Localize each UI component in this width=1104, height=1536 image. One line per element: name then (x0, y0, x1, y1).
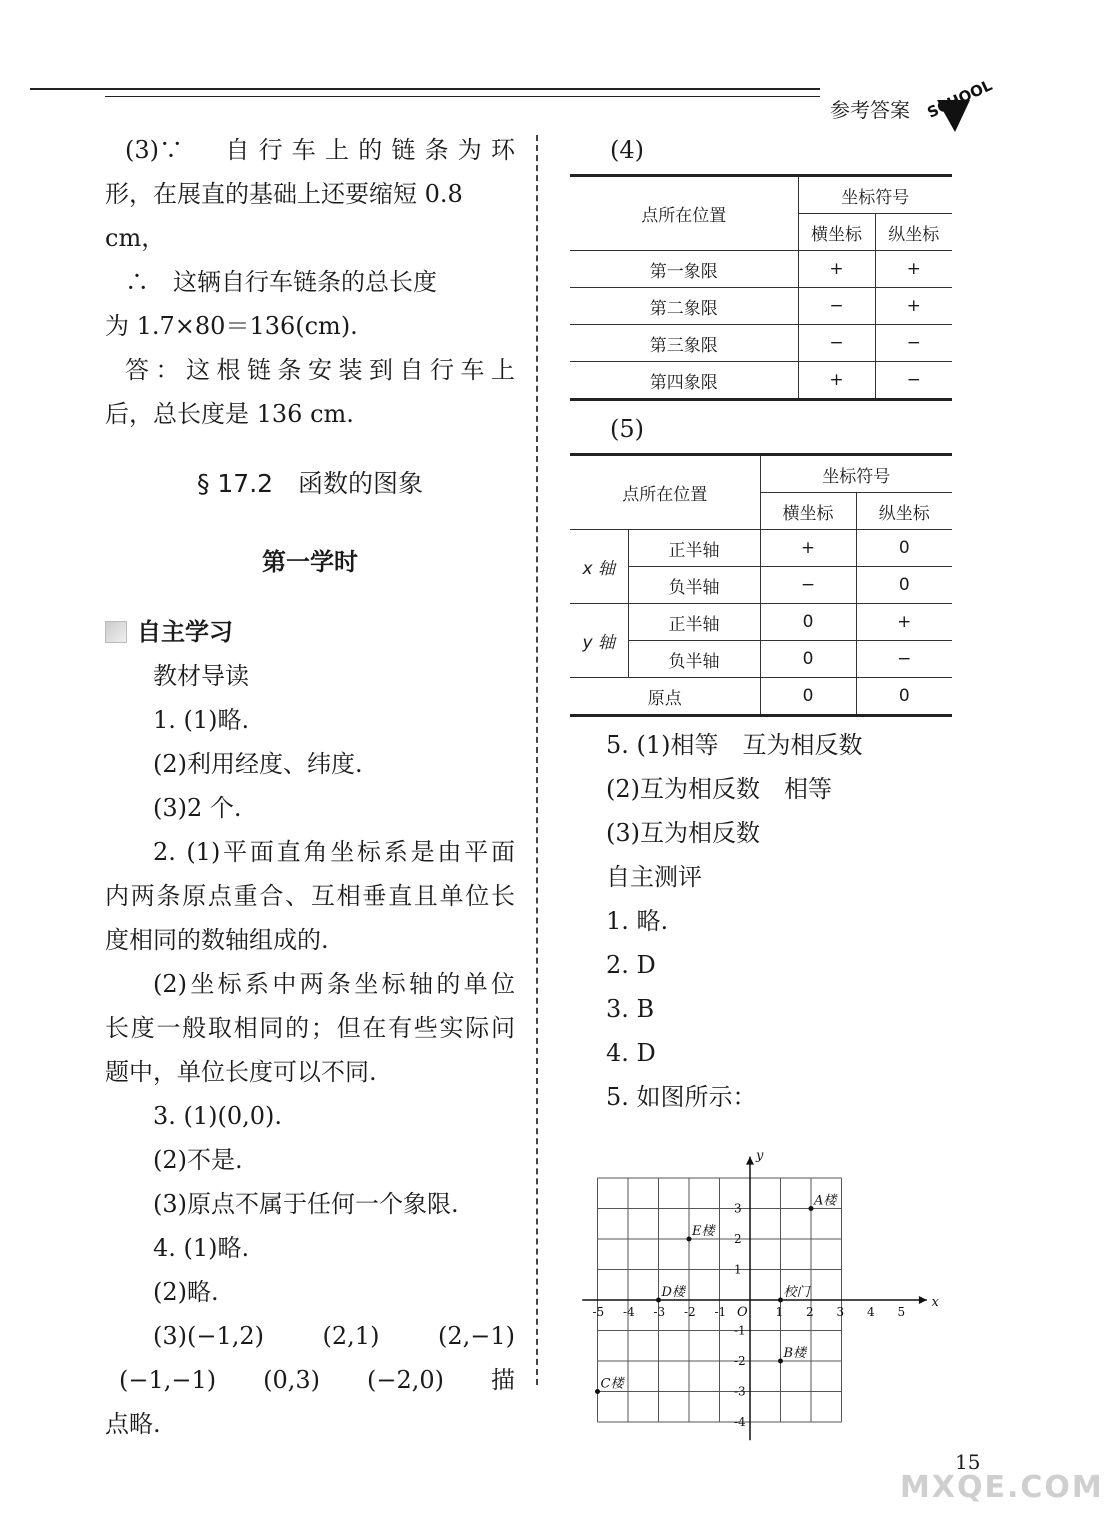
text-line: (2)略. (153, 1278, 219, 1306)
cell: 第四象限 (570, 362, 798, 400)
text-line: 自主测评 (606, 863, 702, 891)
cell: 第一象限 (570, 251, 798, 288)
data-point (778, 1298, 783, 1303)
text-line: 2. (1)平面直角坐标系是由平面 (153, 838, 515, 866)
table-row (570, 604, 952, 641)
quadrant-sign-table (570, 174, 952, 401)
data-point (687, 1237, 692, 1242)
subsection-title: 第一学时 (262, 548, 358, 576)
x-tick-label: 1 (775, 1305, 784, 1319)
cell: 0 (760, 641, 856, 678)
header-position: 点所在位置 (570, 176, 798, 251)
header-title: 参考答案 (830, 98, 910, 122)
point-label: D楼 (661, 1285, 685, 1300)
text-line: (2)互为相反数 相等 (606, 775, 832, 803)
text-line: 后，总长度是 136 cm. (105, 400, 354, 428)
logo-text: SCHOOL (924, 76, 995, 122)
text-line: 3. (1)(0,0). (153, 1102, 283, 1130)
header-y: 纵坐标 (875, 214, 952, 251)
text-line: (3)互为相反数 (606, 819, 760, 847)
cell: − (875, 362, 952, 400)
y-tick-label: -2 (734, 1354, 746, 1368)
x-tick-label: -3 (653, 1305, 666, 1319)
x-tick-label: -5 (592, 1305, 605, 1319)
square-icon (105, 621, 127, 643)
x-tick-label: -2 (684, 1305, 696, 1319)
header-y: 纵坐标 (856, 493, 952, 530)
cell: − (856, 641, 952, 678)
cell: + (760, 530, 856, 567)
axis-sign-table (570, 453, 952, 717)
y-axis-arrow (746, 1157, 754, 1165)
point-label: 校门 (783, 1285, 810, 1300)
text-line: 题中，单位长度可以不同. (105, 1058, 377, 1086)
text-line: (3)(−1,2) (2,1) (2,−1) (153, 1322, 515, 1350)
table-row (570, 530, 952, 567)
text-line: 2. D (606, 951, 656, 979)
text-line: (3)2 个. (153, 794, 242, 822)
header-x: 横坐标 (798, 214, 875, 251)
cell: + (856, 604, 952, 641)
table-row (570, 678, 952, 716)
left-column (105, 128, 515, 1446)
text-line: 1. 略. (606, 907, 669, 935)
text-line: (3)原点不属于任何一个象限. (153, 1190, 459, 1218)
cell: − (875, 325, 952, 362)
right-column (570, 128, 960, 1119)
text-line: 1. (1)略. (153, 706, 250, 734)
data-point (809, 1206, 814, 1211)
x-axis-label: x (931, 1295, 939, 1310)
table-5-label: (5) (610, 415, 644, 443)
text-line: 长度一般取相同的；但在有些实际问 (105, 1014, 515, 1042)
header-position: 点所在位置 (570, 455, 760, 530)
y-tick-label: -1 (734, 1323, 746, 1338)
text-line: (3)∵ 自行车上的链条为环 (125, 136, 515, 164)
table-row (570, 251, 952, 288)
cell: y 轴 (570, 604, 628, 678)
text-line: 内两条原点重合、互相垂直且单位长 (105, 882, 515, 910)
text-line: (−1,−1) (0,3) (−2,0) 描 (119, 1366, 515, 1394)
x-tick-label: -4 (623, 1305, 635, 1319)
text-line: (2)不是. (153, 1146, 243, 1174)
y-tick-label: 3 (734, 1201, 742, 1216)
table-row (570, 288, 952, 325)
graph-svg (575, 1140, 939, 1440)
cell: 0 (856, 567, 952, 604)
section-title: § 17.2 函数的图象 (196, 469, 424, 498)
data-point (595, 1389, 600, 1394)
table-4-label: (4) (610, 136, 644, 164)
table-row (570, 362, 952, 400)
x-tick-label: -1 (714, 1305, 727, 1319)
table-row (570, 641, 952, 678)
cell: 0 (856, 530, 952, 567)
x-tick-label: 2 (806, 1305, 814, 1319)
text-line: 5. (1)相等 互为相反数 (606, 731, 863, 759)
answers-block (570, 723, 960, 1119)
text-line: 度相同的数轴组成的. (105, 926, 329, 954)
y-tick-label: -4 (734, 1415, 746, 1429)
text-line: 为 1.7×80＝136(cm). (105, 312, 358, 340)
header-rule (30, 88, 820, 90)
cell: x 轴 (570, 530, 628, 604)
table-row (570, 325, 952, 362)
header-x: 横坐标 (760, 493, 856, 530)
self-study-heading (105, 610, 515, 654)
y-tick-label: -3 (734, 1384, 746, 1399)
text-line: 点略. (105, 1410, 161, 1438)
cell: 第二象限 (570, 288, 798, 325)
x-tick-label: 4 (867, 1305, 875, 1319)
cell: 0 (760, 678, 856, 716)
text-line: 答：这根链条安装到自行车上 (125, 356, 515, 384)
page-number: 15 (955, 1450, 981, 1474)
y-tick-label: 1 (734, 1262, 742, 1277)
self-study-label: 自主学习 (137, 618, 233, 646)
x-axis-arrow (919, 1296, 927, 1304)
text-line: (2)坐标系中两条坐标轴的单位 (153, 970, 515, 998)
point-label: B楼 (783, 1346, 807, 1361)
y-tick-label: 2 (734, 1232, 742, 1246)
cell: − (798, 325, 875, 362)
point-label: E楼 (692, 1224, 715, 1239)
data-point (778, 1359, 783, 1364)
text-line: 4. (1)略. (153, 1234, 250, 1262)
cell: − (798, 288, 875, 325)
text-line: (2)利用经度、纬度. (153, 750, 363, 778)
table-row (570, 567, 952, 604)
text-line: ∴ 这辆自行车链条的总长度 (125, 268, 437, 296)
data-point (656, 1298, 661, 1303)
column-divider (536, 135, 538, 1385)
cell: 负半轴 (628, 567, 760, 604)
origin-label: O (737, 1305, 748, 1320)
coordinate-graph (575, 1140, 939, 1444)
cell: 第三象限 (570, 325, 798, 362)
cell: 正半轴 (628, 604, 760, 641)
y-axis-label: y (756, 1148, 764, 1164)
header-sign: 坐标符号 (798, 176, 952, 214)
header-rule-thin (105, 96, 820, 97)
cell: + (875, 288, 952, 325)
cell: + (798, 362, 875, 400)
text-line: 4. D (606, 1039, 656, 1067)
cell: 原点 (570, 678, 760, 716)
cell: + (798, 251, 875, 288)
cell: 0 (856, 678, 952, 716)
point-label: A楼 (814, 1193, 837, 1209)
text-line: 形，在展直的基础上还要缩短 0.8 cm， (105, 180, 463, 252)
watermark: MXQE.COM (900, 1470, 1104, 1505)
cell: 0 (760, 604, 856, 641)
point-label: C楼 (600, 1376, 624, 1392)
cell: 负半轴 (628, 641, 760, 678)
text-line: 3. B (606, 995, 655, 1023)
header-sign: 坐标符号 (760, 455, 952, 493)
text-line: 教材导读 (153, 662, 249, 690)
cell: 正半轴 (628, 530, 760, 567)
cell: + (875, 251, 952, 288)
text-line: 5. 如图所示： (606, 1083, 757, 1111)
x-tick-label: 3 (836, 1305, 845, 1319)
x-tick-label: 5 (897, 1305, 906, 1319)
cell: − (760, 567, 856, 604)
